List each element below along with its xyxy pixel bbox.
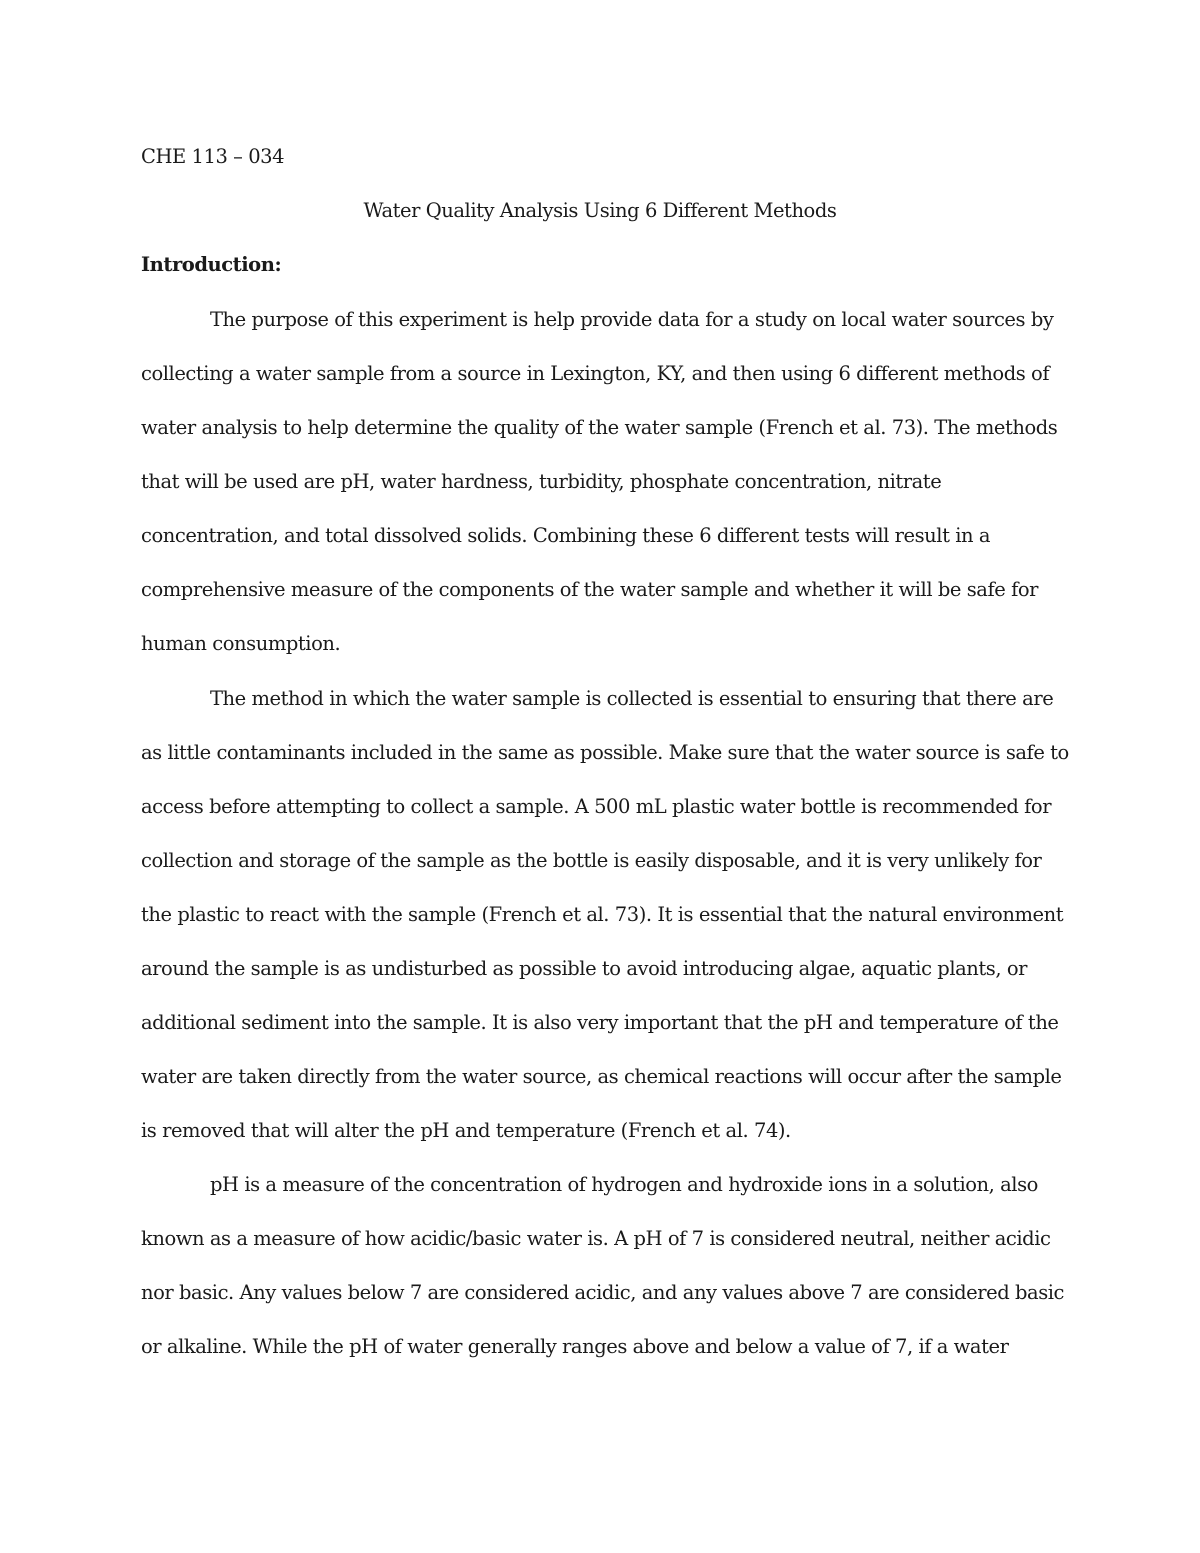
paragraph-line: collecting a water sample from a source in Lexington, KY, and then using 6 different methods of — [141, 362, 1050, 385]
paragraph-line: as little contaminants included in the same as possible. Make sure that the water source is safe to — [141, 741, 1069, 764]
paragraph-line: comprehensive measure of the components of the water sample and whether it will be safe for — [141, 578, 1039, 601]
paragraph-line: The method in which the water sample is collected is essential to ensuring that there are — [210, 687, 1054, 710]
paragraph-line: pH is a measure of the concentration of hydrogen and hydroxide ions in a solution, also — [210, 1173, 1038, 1196]
paragraph-line: the plastic to react with the sample (French et al. 73). It is essential that the natural environment — [141, 903, 1064, 926]
paragraph-line: water analysis to help determine the quality of the water sample (French et al. 73). The methods — [141, 416, 1058, 439]
paragraph-line: additional sediment into the sample. It is also very important that the pH and temperature of the — [141, 1011, 1059, 1034]
paragraph-line: collection and storage of the sample as the bottle is easily disposable, and it is very unlikely for — [141, 849, 1042, 872]
paragraph-line: is removed that will alter the pH and temperature (French et al. 74). — [141, 1119, 791, 1142]
paragraph-line: nor basic. Any values below 7 are considered acidic, and any values above 7 are considered basic — [141, 1281, 1065, 1304]
section-heading: Introduction: — [141, 253, 282, 276]
paragraph-line: around the sample is as undisturbed as possible to avoid introducing algae, aquatic plants, or — [141, 957, 1028, 980]
paragraph-line: human consumption. — [141, 632, 341, 655]
paragraph-line: access before attempting to collect a sample. A 500 mL plastic water bottle is recommended for — [141, 795, 1052, 818]
paragraph-line: that will be used are pH, water hardness, turbidity, phosphate concentration, nitrate — [141, 470, 942, 493]
paragraph-line: known as a measure of how acidic/basic water is. A pH of 7 is considered neutral, neither acidic — [141, 1227, 1051, 1250]
paragraph-line: concentration, and total dissolved solids. Combining these 6 different tests will result in a — [141, 524, 991, 547]
paragraph-line: The purpose of this experiment is help provide data for a study on local water sources by — [210, 308, 1054, 331]
document-title: Water Quality Analysis Using 6 Different Methods — [363, 199, 837, 222]
paragraph-line: or alkaline. While the pH of water generally ranges above and below a value of 7, if a water — [141, 1335, 1009, 1358]
course-code: CHE 113 – 034 — [141, 145, 285, 168]
paragraph-line: water are taken directly from the water source, as chemical reactions will occur after the sample — [141, 1065, 1062, 1088]
